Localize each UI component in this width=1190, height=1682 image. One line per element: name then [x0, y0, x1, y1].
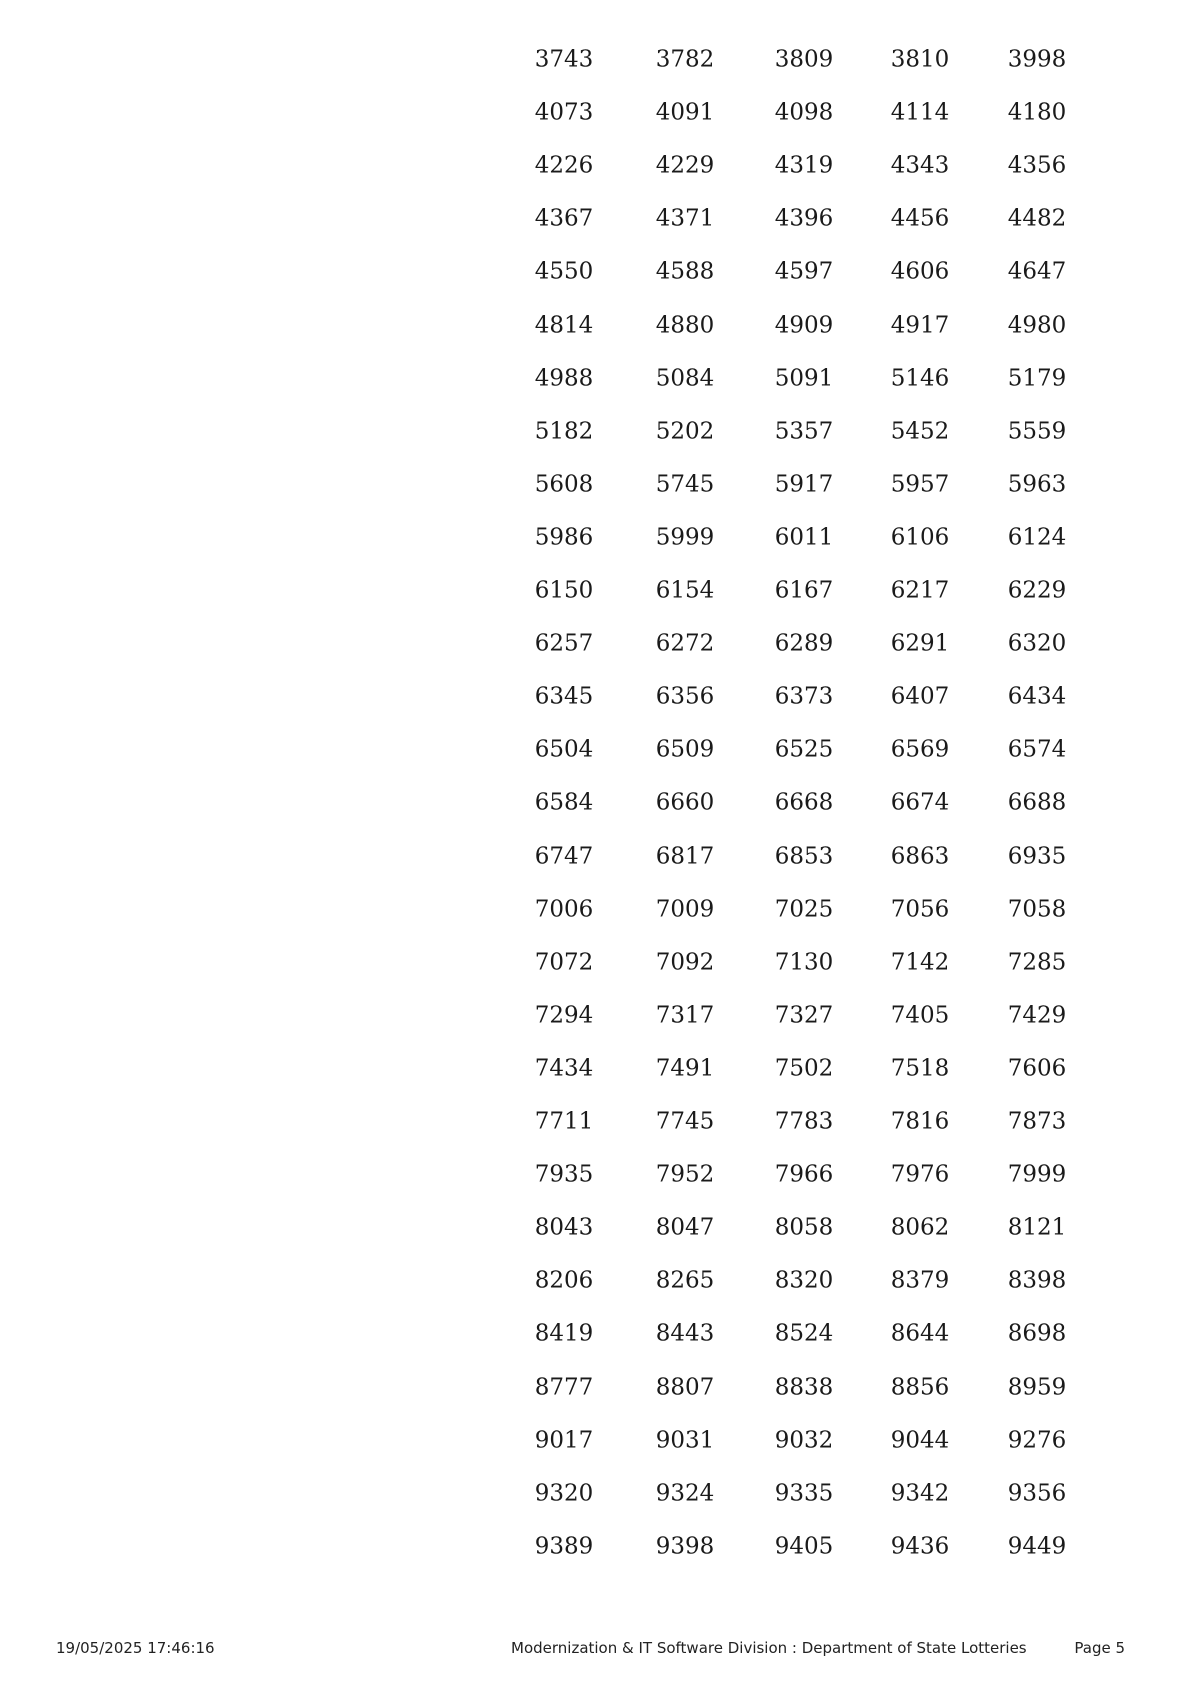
result-number: 7873 [1007, 1108, 1067, 1135]
result-number: 5179 [1007, 365, 1067, 392]
result-number: 7434 [534, 1055, 594, 1082]
result-number: 4229 [655, 152, 715, 179]
result-number: 6584 [534, 789, 594, 816]
result-number: 9436 [890, 1533, 950, 1560]
result-number: 6217 [890, 577, 950, 604]
result-number: 6817 [655, 843, 715, 869]
result-number: 8959 [1007, 1374, 1067, 1400]
result-number: 8047 [655, 1214, 715, 1241]
result-number: 4909 [774, 312, 834, 338]
result-number: 7976 [890, 1161, 950, 1188]
result-number: 8206 [534, 1267, 594, 1294]
result-number: 8062 [890, 1214, 950, 1241]
result-number: 9324 [655, 1480, 715, 1507]
result-number: 9356 [1007, 1480, 1067, 1507]
result-number: 6229 [1007, 577, 1067, 604]
result-number: 7058 [1007, 896, 1067, 923]
result-number: 7327 [774, 1002, 834, 1029]
result-number: 9335 [774, 1480, 834, 1507]
result-number: 5146 [890, 365, 950, 392]
result-number: 4456 [890, 205, 950, 232]
result-number: 9342 [890, 1480, 950, 1507]
result-number: 7429 [1007, 1002, 1067, 1029]
result-number: 4606 [890, 258, 950, 285]
result-number: 6345 [534, 683, 594, 710]
result-number: 6674 [890, 789, 950, 816]
result-number: 7025 [774, 896, 834, 923]
result-number: 4814 [534, 312, 594, 338]
result-number: 6434 [1007, 683, 1067, 710]
result-number: 5986 [534, 524, 594, 551]
result-number: 7142 [890, 949, 950, 976]
result-number: 6167 [774, 577, 834, 604]
result-number: 7518 [890, 1055, 950, 1082]
result-number: 6154 [655, 577, 715, 604]
result-number: 8644 [890, 1320, 950, 1347]
result-number: 9017 [534, 1427, 594, 1454]
result-number: 4550 [534, 258, 594, 285]
result-number: 4917 [890, 312, 950, 338]
result-number: 6272 [655, 630, 715, 657]
result-number: 5452 [890, 418, 950, 445]
result-number: 6747 [534, 843, 594, 869]
result-number: 6688 [1007, 789, 1067, 816]
result-number: 6356 [655, 683, 715, 710]
result-number: 4226 [534, 152, 594, 179]
result-number: 8419 [534, 1320, 594, 1347]
footer-page-number: Page 5 [1074, 1639, 1125, 1657]
result-number: 9031 [655, 1427, 715, 1454]
result-number: 8058 [774, 1214, 834, 1241]
footer-timestamp: 19/05/2025 17:46:16 [56, 1639, 215, 1657]
result-number: 7606 [1007, 1055, 1067, 1082]
result-number: 9398 [655, 1533, 715, 1560]
result-number: 8443 [655, 1320, 715, 1347]
result-number: 4343 [890, 152, 950, 179]
result-number: 8398 [1007, 1267, 1067, 1294]
result-number: 8698 [1007, 1320, 1067, 1347]
result-number: 5357 [774, 418, 834, 445]
result-number: 6373 [774, 683, 834, 710]
result-number: 4073 [534, 99, 594, 126]
result-number: 6291 [890, 630, 950, 657]
result-number: 9449 [1007, 1533, 1067, 1560]
result-number: 4482 [1007, 205, 1067, 232]
result-number: 6124 [1007, 524, 1067, 551]
result-number: 5957 [890, 471, 950, 498]
result-number: 8856 [890, 1374, 950, 1400]
result-number: 7952 [655, 1161, 715, 1188]
result-number: 6011 [774, 524, 834, 551]
result-number: 8838 [774, 1374, 834, 1400]
result-number: 5559 [1007, 418, 1067, 445]
result-number: 7502 [774, 1055, 834, 1082]
result-number: 5745 [655, 471, 715, 498]
result-number: 6853 [774, 843, 834, 869]
result-number: 5091 [774, 365, 834, 392]
result-number: 7966 [774, 1161, 834, 1188]
result-number: 3810 [890, 46, 950, 73]
result-number: 7006 [534, 896, 594, 923]
result-number: 5917 [774, 471, 834, 498]
result-number: 8320 [774, 1267, 834, 1294]
result-number: 8121 [1007, 1214, 1067, 1241]
result-number: 7317 [655, 1002, 715, 1029]
result-number: 7092 [655, 949, 715, 976]
footer-division-name: Modernization & IT Software Division : Department of State Lotteries [511, 1639, 1027, 1657]
result-number: 7009 [655, 896, 715, 923]
result-number: 5084 [655, 365, 715, 392]
result-number: 3743 [534, 46, 594, 73]
result-number: 9320 [534, 1480, 594, 1507]
result-number: 4588 [655, 258, 715, 285]
result-number: 3809 [774, 46, 834, 73]
result-number: 5963 [1007, 471, 1067, 498]
result-number: 6569 [890, 736, 950, 763]
result-number: 4597 [774, 258, 834, 285]
result-number: 4396 [774, 205, 834, 232]
result-number: 9389 [534, 1533, 594, 1560]
result-number: 7491 [655, 1055, 715, 1082]
result-number: 4880 [655, 312, 715, 338]
result-number: 4356 [1007, 152, 1067, 179]
result-number: 4114 [890, 99, 950, 126]
result-number: 4980 [1007, 312, 1067, 338]
result-number: 6106 [890, 524, 950, 551]
result-number: 4647 [1007, 258, 1067, 285]
result-number: 6289 [774, 630, 834, 657]
result-number: 6504 [534, 736, 594, 763]
result-number: 7130 [774, 949, 834, 976]
result-number: 7999 [1007, 1161, 1067, 1188]
result-number: 9405 [774, 1533, 834, 1560]
result-number: 6574 [1007, 736, 1067, 763]
result-number: 7816 [890, 1108, 950, 1135]
result-number: 3998 [1007, 46, 1067, 73]
result-number: 7294 [534, 1002, 594, 1029]
result-number: 9044 [890, 1427, 950, 1454]
result-number: 6668 [774, 789, 834, 816]
result-number: 7783 [774, 1108, 834, 1135]
result-number: 8807 [655, 1374, 715, 1400]
result-number: 7745 [655, 1108, 715, 1135]
result-number: 4091 [655, 99, 715, 126]
result-number: 6407 [890, 683, 950, 710]
result-number: 6150 [534, 577, 594, 604]
result-number: 8524 [774, 1320, 834, 1347]
result-number: 9276 [1007, 1427, 1067, 1454]
result-number: 8043 [534, 1214, 594, 1241]
result-number: 6525 [774, 736, 834, 763]
result-number: 6863 [890, 843, 950, 869]
result-number: 4098 [774, 99, 834, 126]
result-number: 5182 [534, 418, 594, 445]
result-number: 7072 [534, 949, 594, 976]
result-number: 5999 [655, 524, 715, 551]
result-number: 7285 [1007, 949, 1067, 976]
result-number: 7405 [890, 1002, 950, 1029]
result-number: 6935 [1007, 843, 1067, 869]
result-number: 4367 [534, 205, 594, 232]
result-number: 6660 [655, 789, 715, 816]
result-number: 8265 [655, 1267, 715, 1294]
result-number: 4371 [655, 205, 715, 232]
result-number: 4180 [1007, 99, 1067, 126]
result-number: 8777 [534, 1374, 594, 1400]
result-number: 5608 [534, 471, 594, 498]
result-number: 6509 [655, 736, 715, 763]
result-number: 7935 [534, 1161, 594, 1188]
result-number: 4319 [774, 152, 834, 179]
result-number: 7711 [534, 1108, 594, 1135]
result-number: 4988 [534, 365, 594, 392]
result-number: 6257 [534, 630, 594, 657]
result-number: 7056 [890, 896, 950, 923]
result-number: 5202 [655, 418, 715, 445]
result-number: 6320 [1007, 630, 1067, 657]
result-number: 8379 [890, 1267, 950, 1294]
result-number: 9032 [774, 1427, 834, 1454]
result-number: 3782 [655, 46, 715, 73]
